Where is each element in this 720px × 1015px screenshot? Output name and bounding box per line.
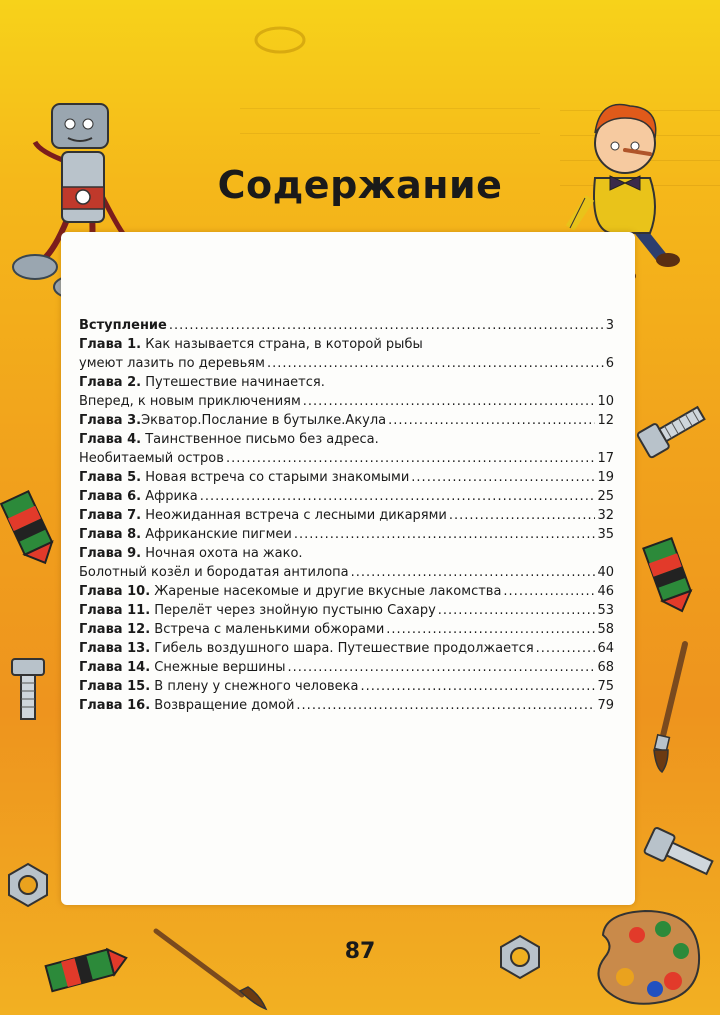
page-ref: 12 [597, 413, 614, 428]
toc-entry [79, 335, 614, 373]
chapter-label: Глава 16. [79, 698, 151, 713]
leader-dots [303, 392, 596, 411]
toc-row [79, 696, 614, 715]
toc-row [79, 316, 614, 335]
page-title: Содержание [217, 163, 503, 207]
chapter-label: Глава 13. [79, 641, 151, 656]
chapter-title: Экватор.Послание в бутылке.Акула [141, 413, 387, 428]
chapter-label: Глава 14. [79, 660, 151, 675]
page-ref: 75 [597, 679, 614, 694]
chapter-title: Перелёт через знойную пустыню Сахару [150, 603, 436, 618]
chapter-label: Глава 10. [79, 584, 151, 599]
toc-row [79, 563, 614, 582]
pencil-icon [640, 535, 700, 615]
toc-entry [79, 487, 614, 506]
chapter-label: Глава 8. [79, 527, 142, 542]
leader-dots [386, 620, 595, 639]
toc-entry [79, 468, 614, 487]
leader-dots [351, 563, 596, 582]
table-of-contents [79, 316, 614, 715]
toc-row [79, 658, 614, 677]
chapter-title: Жареные насекомые и другие вкусные лакомства [150, 584, 502, 599]
toc-entry [79, 544, 614, 582]
page-ref: 32 [597, 508, 614, 523]
page-ref: 64 [597, 641, 614, 656]
toc-entry [79, 411, 614, 430]
chapter-title: Встреча с маленькими обжорами [150, 622, 385, 637]
chapter-label: Глава 2. [79, 375, 142, 390]
bolt-icon [8, 655, 48, 725]
toc-entry-first-line [79, 430, 614, 449]
toc-row [79, 411, 614, 430]
nut-icon [250, 20, 310, 60]
chapter-label: Глава 11. [79, 603, 151, 618]
page-ref: 40 [597, 565, 614, 580]
leader-dots [360, 677, 595, 696]
toc-row [79, 506, 614, 525]
chapter-title: Возвращение домой [150, 698, 295, 713]
chapter-label: Глава 5. [79, 470, 142, 485]
toc-entry [79, 316, 614, 335]
chapter-title: Таинственное письмо без адреса. [141, 432, 379, 447]
chapter-label: Глава 15. [79, 679, 151, 694]
toc-entry [79, 601, 614, 620]
chapter-title: Гибель воздушного шара. Путешествие продолжается [150, 641, 534, 656]
page-ref: 25 [597, 489, 614, 504]
leader-dots [287, 658, 595, 677]
chapter-label: Глава 7. [79, 508, 142, 523]
toc-entry-first-line [79, 373, 614, 392]
chapter-label: Глава 6. [79, 489, 142, 504]
toc-entry-first-line [79, 544, 614, 563]
toc-entry [79, 525, 614, 544]
leader-dots [449, 506, 596, 525]
toc-row [79, 392, 614, 411]
toc-entry [79, 696, 614, 715]
bolt-icon [640, 820, 720, 890]
leader-dots [503, 582, 595, 601]
toc-row [79, 525, 614, 544]
page-ref: 10 [597, 394, 614, 409]
toc-row [79, 468, 614, 487]
page-ref: 53 [597, 603, 614, 618]
chapter-title: Как называется страна, в которой рыбы [141, 337, 423, 352]
page-ref: 79 [597, 698, 614, 713]
page-ref: 3 [605, 318, 614, 333]
leader-dots [438, 601, 596, 620]
toc-row [79, 639, 614, 658]
page-ref: 68 [597, 660, 614, 675]
bleed-through-texture [240, 92, 540, 162]
chapter-title: Африка [141, 489, 198, 504]
toc-row [79, 582, 614, 601]
page-number: 87 [344, 939, 376, 964]
chapter-label: Глава 12. [79, 622, 151, 637]
chapter-label: Глава 1. [79, 337, 142, 352]
leader-dots [536, 639, 596, 658]
nut-icon [3, 860, 53, 910]
leader-dots [411, 468, 595, 487]
leader-dots [267, 354, 604, 373]
chapter-title: Болотный козёл и бородатая антилопа [79, 565, 349, 580]
toc-row [79, 677, 614, 696]
leader-dots [294, 525, 596, 544]
chapter-label: Глава 9. [79, 546, 142, 561]
chapter-title: Африканские пигмеи [141, 527, 292, 542]
toc-entry [79, 430, 614, 468]
leader-dots [388, 411, 595, 430]
toc-row [79, 449, 614, 468]
toc-row [79, 620, 614, 639]
toc-entry [79, 620, 614, 639]
paintbrush-icon [640, 640, 700, 775]
chapter-label: Глава 3. [79, 413, 142, 428]
chapter-label: Вступление [79, 318, 167, 333]
toc-row [79, 601, 614, 620]
page-ref: 46 [597, 584, 614, 599]
chapter-title: В плену у снежного человека [150, 679, 359, 694]
chapter-title: Неожиданная встреча с лесными дикарями [141, 508, 447, 523]
page-ref: 19 [597, 470, 614, 485]
page-ref: 6 [605, 356, 614, 371]
leader-dots [226, 449, 596, 468]
toc-entry [79, 677, 614, 696]
chapter-title: Снежные вершины [150, 660, 286, 675]
chapter-title: Необитаемый остров [79, 451, 224, 466]
chapter-title: Вперед, к новым приключениям [79, 394, 301, 409]
toc-entry [79, 373, 614, 411]
chapter-title: умеют лазить по деревьям [79, 356, 265, 371]
chapter-label: Глава 4. [79, 432, 142, 447]
toc-row [79, 354, 614, 373]
toc-entry [79, 658, 614, 677]
page-ref: 17 [597, 451, 614, 466]
leader-dots [296, 696, 595, 715]
pencil-icon [0, 488, 60, 568]
toc-entry-first-line [79, 335, 614, 354]
bolt-icon [632, 396, 712, 466]
page-ref: 35 [597, 527, 614, 542]
toc-entry [79, 582, 614, 601]
leader-dots [169, 316, 604, 335]
page-ref: 58 [597, 622, 614, 637]
chapter-title: Новая встреча со старыми знакомыми [141, 470, 410, 485]
toc-row [79, 487, 614, 506]
chapter-title: Ночная охота на жако. [141, 546, 303, 561]
leader-dots [200, 487, 596, 506]
chapter-title: Путешествие начинается. [141, 375, 325, 390]
toc-entry [79, 639, 614, 658]
toc-entry [79, 506, 614, 525]
